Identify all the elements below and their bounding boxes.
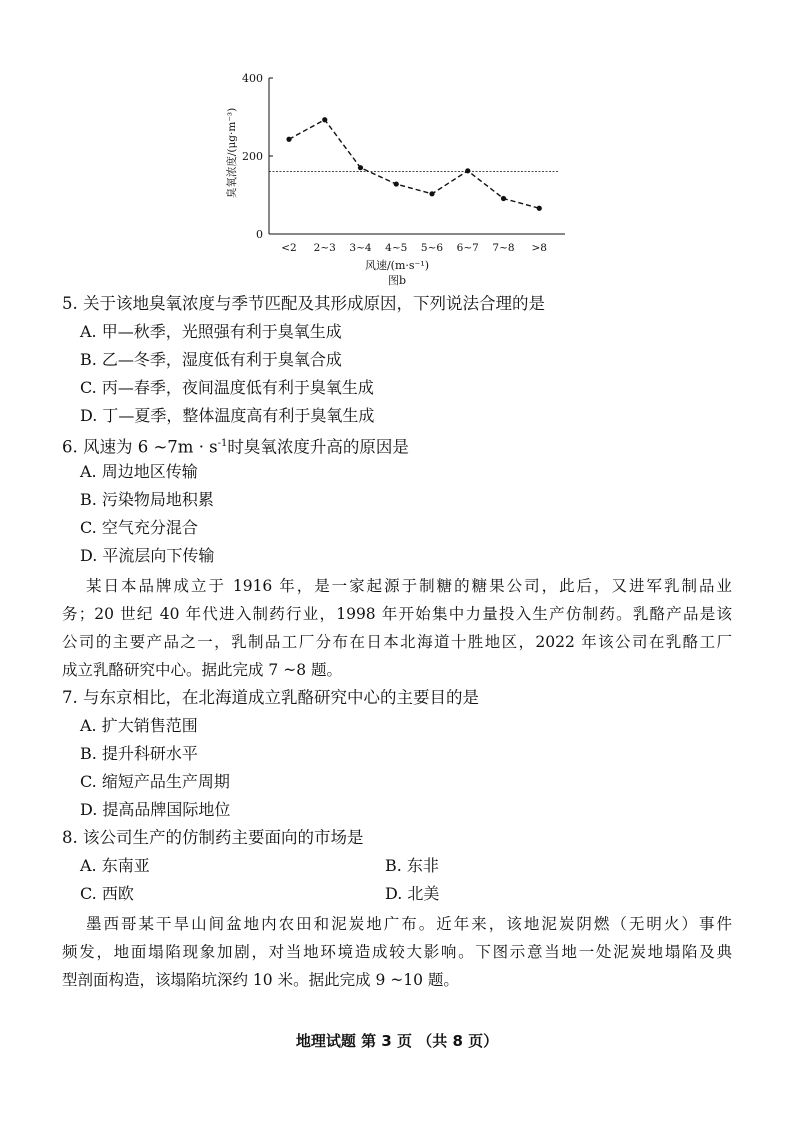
passage-line: 公司的主要产品之一，乳制品工厂分布在日本北海道十胜地区，2022 年该公司在乳酪工厂 <box>62 633 732 651</box>
question-5-option-a: A. 甲—秋季，光照强有利于臭氧生成 <box>80 322 342 341</box>
x-tick-label: <2 <box>281 242 297 254</box>
data-point <box>286 137 291 142</box>
series-points <box>286 117 541 211</box>
data-point <box>358 165 363 170</box>
question-5-option-c: C. 丙—春季，夜间温度低有利于臭氧生成 <box>80 378 374 397</box>
data-point <box>429 191 434 196</box>
y-axis-label: 臭氧浓度/(μg·m⁻³) <box>226 107 238 199</box>
question-8-option-b: B. 东非 <box>385 856 439 875</box>
x-tick-label: 6~7 <box>456 242 479 254</box>
question-5-stem: 5. 关于该地臭氧浓度与季节匹配及其形成原因，下列说法合理的是 <box>62 294 545 313</box>
question-7-option-d: D. 提高品牌国际地位 <box>80 800 231 819</box>
question-8-option-d: D. 北美 <box>385 884 440 903</box>
passage-company <box>62 572 732 684</box>
data-point <box>537 206 542 211</box>
y-tick-label: 400 <box>242 72 263 85</box>
question-5-option-b: B. 乙—冬季，湿度低有利于臭氧合成 <box>80 350 342 369</box>
question-6-stem-superscript: -1 <box>217 438 228 449</box>
question-6-stem-post: 时臭氧浓度升高的原因是 <box>227 437 409 457</box>
question-6-option-b: B. 污染物局地积累 <box>80 490 214 509</box>
x-tick-label: 5~6 <box>420 242 444 254</box>
passage-line: 务；20 世纪 40 年代进入制药行业，1998 年开始集中力量投入生产仿制药。乳酪产品是该 <box>62 605 732 623</box>
y-tick-label: 0 <box>256 228 263 241</box>
x-tick-label: 7~8 <box>492 242 515 254</box>
x-tick-label: 3~4 <box>349 242 372 254</box>
passage-line: 成立乳酪研究中心。据此完成 7 ~8 题。 <box>62 661 342 679</box>
data-point <box>394 181 399 186</box>
passage-line: 某日本品牌成立于 1916 年，是一家起源于制糖的糖果公司，此后，又进军乳制品业 <box>86 577 732 595</box>
x-tick-label: 2~3 <box>313 242 336 254</box>
question-7-stem: 7. 与东京相比，在北海道成立乳酪研究中心的主要目的是 <box>62 688 479 707</box>
question-8-stem: 8. 该公司生产的仿制药主要面向的市场是 <box>62 828 364 847</box>
series-line <box>289 120 539 209</box>
passage-line: 型剖面构造，该塌陷坑深约 10 米。据此完成 9 ~10 题。 <box>62 971 459 989</box>
question-8-option-a: A. 东南亚 <box>80 856 150 875</box>
passage-peatland <box>62 910 732 994</box>
question-6-stem <box>62 432 409 460</box>
question-5-option-d: D. 丁—夏季，整体温度高有利于臭氧生成 <box>80 406 375 425</box>
data-point <box>501 196 506 201</box>
x-tick-label: 4~5 <box>385 242 408 254</box>
page-footer: 地理试题 第 3 页 （共 8 页） <box>295 1032 499 1050</box>
data-point <box>322 117 327 122</box>
x-axis-label: 风速/(m·s⁻¹) <box>364 259 430 272</box>
passage-line: 墨西哥某干旱山间盆地内农田和泥炭地广布。近年来，该地泥炭阴燃（无明火）事件 <box>86 915 732 933</box>
figure-caption: 图b <box>387 274 407 287</box>
x-ticks <box>281 242 547 254</box>
question-6-stem-pre: 6. 风速为 6 ~7m · s <box>62 437 218 457</box>
question-7-option-b: B. 提升科研水平 <box>80 744 198 763</box>
ozone-windspeed-chart <box>215 68 575 290</box>
question-8-option-c: C. 西欧 <box>80 884 134 903</box>
question-7-option-c: C. 缩短产品生产周期 <box>80 772 230 791</box>
x-tick-label: >8 <box>531 242 547 254</box>
y-ticks <box>242 72 273 241</box>
question-6-option-a: A. 周边地区传输 <box>80 462 198 481</box>
question-6-option-c: C. 空气充分混合 <box>80 518 198 537</box>
y-tick-label: 200 <box>242 150 263 163</box>
question-7-option-a: A. 扩大销售范围 <box>80 716 198 735</box>
question-6-option-d: D. 平流层向下传输 <box>80 546 215 565</box>
data-point <box>465 168 470 173</box>
passage-line: 频发，地面塌陷现象加剧，对当地环境造成较大影响。下图示意当地一处泥炭地塌陷及典 <box>62 943 732 961</box>
